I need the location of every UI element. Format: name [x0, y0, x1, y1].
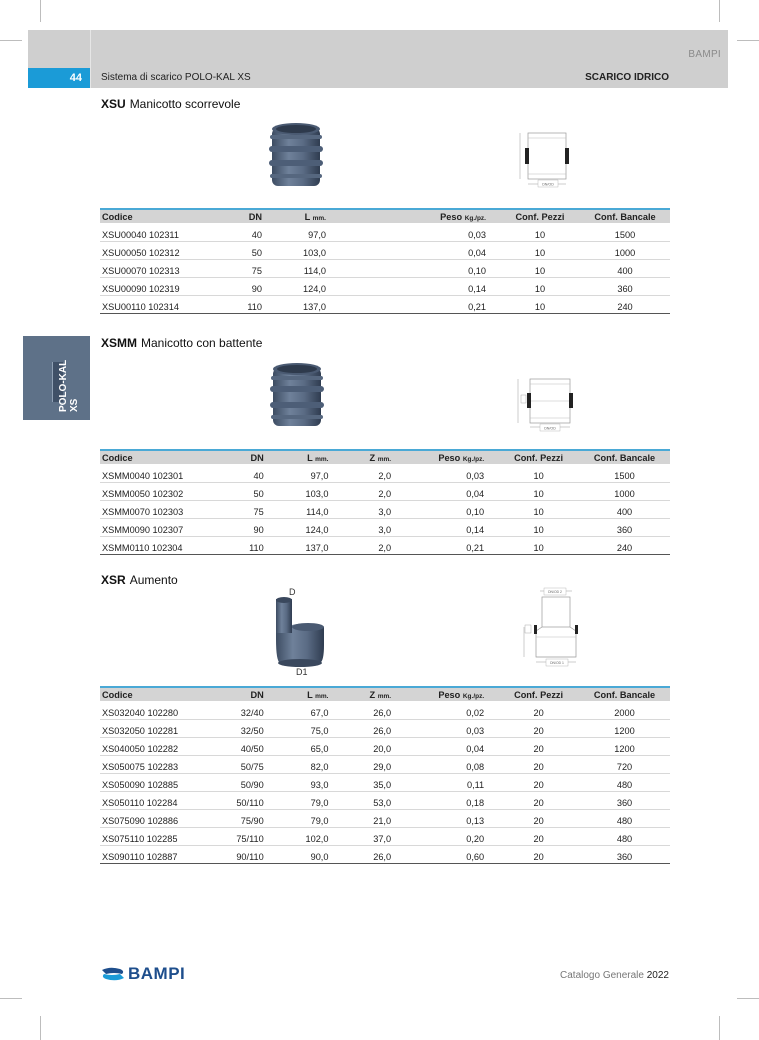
col-l: [264, 209, 334, 223]
cell-bancale: 480: [579, 809, 670, 827]
crop-mark: [737, 998, 759, 999]
cell-codice: XS075110 102285: [100, 827, 219, 845]
col-bancale: Conf. Bancale: [580, 209, 670, 223]
cell-peso: 0,10: [397, 500, 498, 518]
table-row: [100, 295, 670, 313]
col-z-unit: mm.: [377, 692, 392, 700]
cell-l: 124,0: [264, 277, 334, 295]
cell-dn: 110: [219, 536, 265, 554]
col-l-label: L: [307, 452, 313, 463]
cell-l: 79,0: [266, 791, 337, 809]
col-peso-unit: Kg./pz.: [464, 214, 486, 222]
cell-z: 21,0: [336, 809, 397, 827]
cell-conf: 10: [500, 259, 580, 277]
header-divider: [90, 30, 91, 88]
cell-bancale: 400: [579, 500, 670, 518]
cell-z: 26,0: [336, 719, 397, 737]
cell-conf: 10: [500, 277, 580, 295]
cell-codice: XS050110 102284: [100, 791, 219, 809]
table-header-row: [100, 209, 670, 223]
cell-conf: 10: [500, 223, 580, 241]
cell-bancale: 480: [579, 827, 670, 845]
cell-dn: 50: [219, 482, 265, 500]
product-code: XSU: [101, 97, 126, 111]
table-row: [100, 755, 670, 773]
col-bancale: Conf. Bancale: [579, 687, 670, 701]
col-l: [266, 450, 337, 464]
table-header-row: [100, 687, 670, 701]
cell-gap: [334, 277, 400, 295]
cell-dn: 75/110: [219, 827, 265, 845]
table-row: [100, 737, 670, 755]
cell-peso: 0,21: [400, 295, 500, 313]
cell-peso: 0,21: [397, 536, 498, 554]
cell-gap: [334, 241, 400, 259]
bampi-logo-icon: [100, 966, 126, 982]
product-code: XSMM: [101, 336, 137, 350]
cell-z: 20,0: [336, 737, 397, 755]
cell-z: 2,0: [336, 536, 397, 554]
cell-l: 124,0: [266, 518, 337, 536]
cell-codice: XSMM0050 102302: [100, 482, 219, 500]
crop-mark: [737, 40, 759, 41]
cell-z: 2,0: [336, 482, 397, 500]
cell-bancale: 2000: [579, 701, 670, 719]
col-gap: [334, 209, 400, 223]
cell-l: 82,0: [266, 755, 337, 773]
xsr-photo-label-d: D: [289, 587, 296, 597]
cell-codice: XS032050 102281: [100, 719, 219, 737]
cell-codice: XSMM0090 102307: [100, 518, 219, 536]
cell-l: 103,0: [266, 482, 337, 500]
col-peso-unit: Kg./pz.: [462, 692, 485, 700]
cell-peso: 0,14: [400, 277, 500, 295]
crop-mark: [719, 1016, 720, 1040]
cell-conf: 20: [498, 773, 579, 791]
col-l-label: L: [304, 211, 311, 222]
cell-dn: 90/110: [219, 845, 265, 863]
table-row: [100, 277, 670, 295]
col-peso: [400, 209, 500, 223]
xsr-spec-table: [100, 686, 670, 864]
xsu-technical-drawing: [510, 128, 580, 190]
table-row: [100, 500, 670, 518]
cell-conf: 10: [498, 464, 579, 482]
cell-l: 97,0: [266, 464, 337, 482]
cell-l: 137,0: [266, 536, 337, 554]
cell-codice: XS040050 102282: [100, 737, 219, 755]
footer-catalog-label: Catalogo Generale: [560, 970, 644, 981]
xsmm-spec-table: [100, 449, 670, 555]
cell-bancale: 1200: [579, 737, 670, 755]
cell-peso: 0,02: [397, 701, 498, 719]
cell-conf: 20: [498, 827, 579, 845]
cell-peso: 0,20: [397, 827, 498, 845]
col-peso: [397, 450, 498, 464]
xsr-photo: [270, 585, 330, 679]
cell-conf: 10: [498, 536, 579, 554]
cell-codice: XS075090 102886: [100, 809, 219, 827]
cell-dn: 50/90: [219, 773, 265, 791]
cell-codice: XSU00050 102312: [100, 241, 218, 259]
cell-l: 114,0: [264, 259, 334, 277]
cell-bancale: 360: [579, 518, 670, 536]
product-title-xsu: [101, 97, 240, 111]
table-row: [100, 223, 670, 241]
footer-logo-text: BAMPI: [128, 964, 186, 983]
col-codice: Codice: [100, 450, 219, 464]
cell-z: 26,0: [336, 701, 397, 719]
xsmm-photo: [268, 362, 326, 430]
xsr-photo-label-d1: D1: [296, 667, 308, 677]
cell-z: 26,0: [336, 845, 397, 863]
cell-peso: 0,03: [397, 464, 498, 482]
cell-peso: 0,08: [397, 755, 498, 773]
xsmm-technical-drawing: [514, 375, 584, 433]
col-z-label: Z: [369, 689, 376, 700]
col-peso-label: Peso: [440, 211, 463, 222]
cell-bancale: 360: [580, 277, 670, 295]
cell-conf: 20: [498, 737, 579, 755]
cell-gap: [334, 259, 400, 277]
product-name: Aumento: [129, 573, 178, 587]
cell-gap: [334, 223, 400, 241]
cell-l: 103,0: [264, 241, 334, 259]
cell-codice: XS090110 102887: [100, 845, 219, 863]
header-brand: BAMPI: [688, 49, 721, 60]
table-row: [100, 719, 670, 737]
cell-codice: XSMM0040 102301: [100, 464, 219, 482]
cell-bancale: 360: [579, 791, 670, 809]
table-row: [100, 241, 670, 259]
cell-l: 97,0: [264, 223, 334, 241]
section-title: Sistema di scarico POLO-KAL XS: [101, 72, 251, 83]
cell-dn: 50/75: [219, 755, 265, 773]
cell-dn: 90: [219, 518, 265, 536]
col-peso-label: Peso: [438, 689, 461, 700]
cell-peso: 0,60: [397, 845, 498, 863]
cell-dn: 110: [218, 295, 264, 313]
cell-l: 79,0: [266, 809, 337, 827]
col-z: [336, 687, 397, 701]
crop-mark: [40, 1016, 41, 1040]
col-conf: Conf. Pezzi: [498, 687, 579, 701]
cell-conf: 20: [498, 845, 579, 863]
cell-peso: 0,04: [397, 482, 498, 500]
cell-conf: 10: [500, 241, 580, 259]
footer-catalog-year: 2022: [646, 970, 669, 981]
category-title: SCARICO IDRICO: [585, 72, 669, 83]
crop-mark: [0, 998, 22, 999]
col-l-unit: mm.: [315, 692, 329, 700]
cell-dn: 75/90: [219, 809, 265, 827]
cell-peso: 0,10: [400, 259, 500, 277]
cell-dn: 40: [218, 223, 264, 241]
table-row: [100, 259, 670, 277]
cell-dn: 90: [218, 277, 264, 295]
cell-peso: 0,03: [397, 719, 498, 737]
xsr-technical-drawing: [516, 585, 590, 669]
cell-l: 65,0: [266, 737, 337, 755]
xsmm-drawing-label: DN/OD: [544, 426, 556, 431]
cell-bancale: 1200: [579, 719, 670, 737]
cell-codice: XSMM0110 102304: [100, 536, 219, 554]
cell-codice: XS050075 102283: [100, 755, 219, 773]
table-row: [100, 482, 670, 500]
cell-z: 29,0: [336, 755, 397, 773]
cell-dn: 75: [218, 259, 264, 277]
cell-conf: 20: [498, 755, 579, 773]
cell-bancale: 1500: [579, 464, 670, 482]
col-l-unit: mm.: [312, 214, 326, 222]
cell-bancale: 1000: [579, 482, 670, 500]
col-peso-unit: Kg./pz.: [462, 455, 485, 463]
cell-z: 3,0: [336, 518, 397, 536]
cell-codice: XS032040 102280: [100, 701, 219, 719]
crop-mark: [719, 0, 720, 22]
table-row: [100, 701, 670, 719]
cell-z: 2,0: [336, 464, 397, 482]
cell-codice: XSU00090 102319: [100, 277, 218, 295]
xsu-drawing-label: DN/OD: [542, 182, 554, 187]
table-row: [100, 773, 670, 791]
table-row: [100, 518, 670, 536]
cell-peso: 0,03: [400, 223, 500, 241]
cell-z: 3,0: [336, 500, 397, 518]
crop-mark: [40, 0, 41, 22]
xsr-drawing-label-bottom: DN/OD 1: [550, 661, 564, 666]
cell-bancale: 720: [579, 755, 670, 773]
cell-dn: 32/50: [219, 719, 265, 737]
product-name: Manicotto scorrevole: [129, 97, 241, 111]
col-conf: Conf. Pezzi: [498, 450, 579, 464]
cell-bancale: 1000: [580, 241, 670, 259]
cell-codice: XSMM0070 102303: [100, 500, 219, 518]
footer-catalog: [560, 970, 669, 981]
cell-bancale: 360: [579, 845, 670, 863]
cell-peso: 0,11: [397, 773, 498, 791]
cell-peso: 0,13: [397, 809, 498, 827]
col-l: [266, 687, 337, 701]
col-bancale: Conf. Bancale: [579, 450, 670, 464]
col-codice: Codice: [100, 209, 218, 223]
cell-peso: 0,18: [397, 791, 498, 809]
cell-peso: 0,04: [397, 737, 498, 755]
cell-bancale: 400: [580, 259, 670, 277]
cell-l: 102,0: [266, 827, 337, 845]
cell-codice: XS050090 102885: [100, 773, 219, 791]
page-number: 44: [28, 68, 90, 88]
col-dn: DN: [219, 450, 265, 464]
table-row: [100, 845, 670, 863]
xsu-photo: [266, 122, 326, 190]
col-peso: [397, 687, 498, 701]
cell-codice: XSU00110 102314: [100, 295, 218, 313]
cell-dn: 50: [218, 241, 264, 259]
product-name: Manicotto con battente: [141, 336, 263, 350]
cell-conf: 20: [498, 701, 579, 719]
cell-bancale: 480: [579, 773, 670, 791]
xsu-spec-table: [100, 208, 670, 314]
cell-z: 37,0: [336, 827, 397, 845]
product-title-xsmm: [101, 336, 262, 350]
product-code: XSR: [101, 573, 126, 587]
cell-l: 93,0: [266, 773, 337, 791]
cell-l: 114,0: [266, 500, 337, 518]
col-l-label: L: [307, 689, 313, 700]
cell-l: 67,0: [266, 701, 337, 719]
cell-conf: 10: [498, 500, 579, 518]
cell-conf: 10: [500, 295, 580, 313]
cell-l: 137,0: [264, 295, 334, 313]
cell-l: 75,0: [266, 719, 337, 737]
cell-conf: 10: [498, 518, 579, 536]
cell-dn: 75: [219, 500, 265, 518]
cell-z: 53,0: [336, 791, 397, 809]
col-codice: Codice: [100, 687, 219, 701]
cell-conf: 20: [498, 791, 579, 809]
cell-dn: 40: [219, 464, 265, 482]
cell-conf: 10: [498, 482, 579, 500]
table-row: [100, 464, 670, 482]
crop-mark: [0, 40, 22, 41]
product-title-xsr: [101, 573, 178, 587]
col-dn: DN: [219, 687, 265, 701]
table-header-row: [100, 450, 670, 464]
col-z-unit: mm.: [377, 455, 392, 463]
cell-codice: XSU00040 102311: [100, 223, 218, 241]
cell-codice: XSU00070 102313: [100, 259, 218, 277]
cell-l: 90,0: [266, 845, 337, 863]
table-row: [100, 791, 670, 809]
cell-bancale: 240: [579, 536, 670, 554]
col-peso-label: Peso: [438, 452, 461, 463]
cell-z: 35,0: [336, 773, 397, 791]
cell-dn: 32/40: [219, 701, 265, 719]
cell-gap: [334, 295, 400, 313]
cell-peso: 0,04: [400, 241, 500, 259]
cell-peso: 0,14: [397, 518, 498, 536]
col-l-unit: mm.: [315, 455, 329, 463]
xsr-drawing-label-top: DN/OD 2: [548, 590, 562, 595]
cell-dn: 40/50: [219, 737, 265, 755]
side-tab-label: POLO-KAL XS: [58, 359, 80, 412]
col-z: [336, 450, 397, 464]
col-dn: DN: [218, 209, 264, 223]
table-row: [100, 536, 670, 554]
cell-conf: 20: [498, 809, 579, 827]
cell-bancale: 240: [580, 295, 670, 313]
table-row: [100, 809, 670, 827]
table-row: [100, 827, 670, 845]
cell-dn: 50/110: [219, 791, 265, 809]
cell-conf: 20: [498, 719, 579, 737]
col-z-label: Z: [369, 452, 376, 463]
cell-bancale: 1500: [580, 223, 670, 241]
col-conf: Conf. Pezzi: [500, 209, 580, 223]
